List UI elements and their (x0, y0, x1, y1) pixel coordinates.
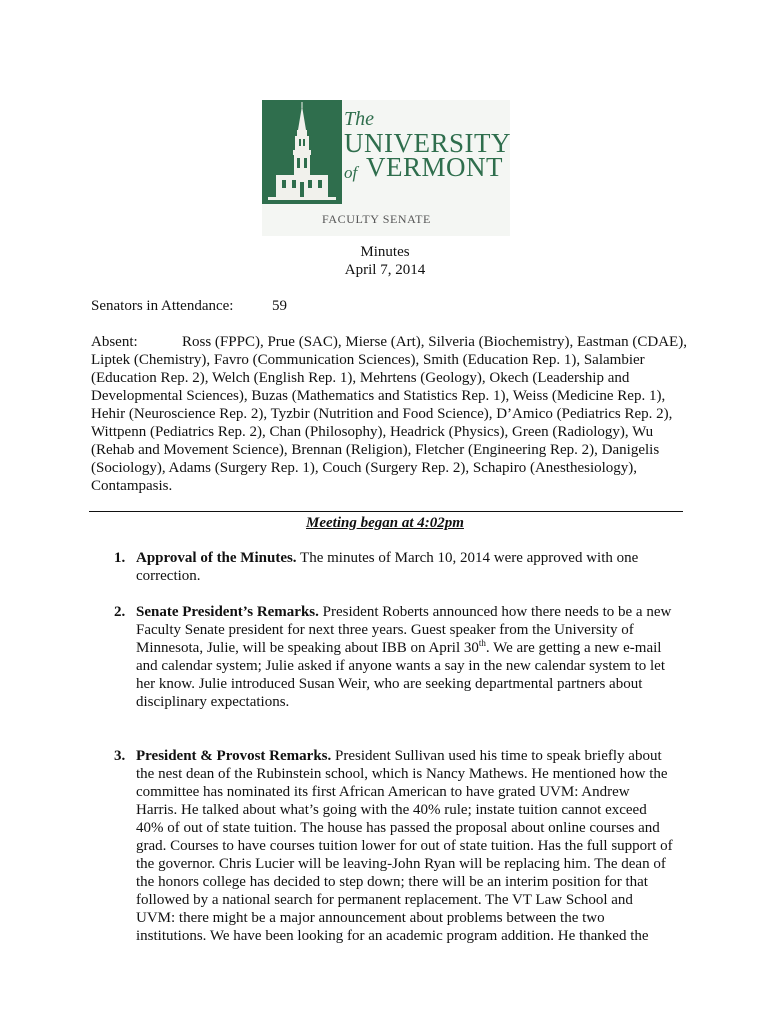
uvm-faculty-senate-logo (262, 100, 510, 236)
item-title: President & Provost Remarks. (136, 748, 332, 764)
item-title: Senate President’s Remarks. (136, 604, 319, 620)
item-number: 3. (114, 748, 126, 764)
item-text: President Sullivan used his time to speak briefly about the nest dean of the Rubinstein school, which is Nancy Mathews. He mentioned how the committee has nominated its first African American to have grated UVM: Andrew Harris. He talked about what’s going with the 40% rule; instate tuition cannot exceed 40% of out of state tuition. The house has passed the proposal about online courses and grad. Courses to have courses tuition lower for out of state tuition. Has the full support of the governor. Chris Lucier will be leaving-John Ryan will be replacing him. The dean of the honors college has decided to step down; there will be an interim position for that followed by a national search for permanent replacement. The VT Law School and UVM: there might be a major announcement about problems between the two institutions. We have been looking for an academic program addition. He thanked the (136, 748, 673, 944)
absent-label: Absent: (91, 334, 138, 350)
meeting-start: Meeting began at 4:02pm (306, 515, 464, 531)
item-title: Approval of the Minutes. (136, 550, 297, 566)
attendance-label: Senators in Attendance: (91, 298, 234, 314)
agenda-item-3 (114, 747, 674, 945)
item-text-continued: . We are getting a new e-mail and calendar system; Julie asked if anyone wants a say in the new calendar system to let her know. Julie introduced Susan Weir, who are seeking departmental partners about disciplinary expectations. (136, 640, 665, 710)
bell-tower-icon (262, 100, 342, 204)
logo-the: The (344, 108, 374, 130)
logo-faculty-senate: FACULTY SENATE (322, 212, 431, 226)
item-superscript: th (478, 638, 486, 648)
section-divider (89, 511, 683, 512)
absent-names: Ross (FPPC), Prue (SAC), Mierse (Art), Silveria (Biochemistry), Eastman (CDAE), Liptek (Chemistry), Favro (Communication Sciences), Smith (Education Rep. 1), Salambier (Education Rep. 2), Welch (English Rep. 1), Mehrtens (Geology), Okech (Leadership and Developmental Sciences), Buzas (Mathematics and Statistics Rep. 1), Weiss (Medicine Rep. 1), Hehir (Neuroscience Rep. 2), Tyzbir (Nutrition and Food Science), D’Amico (Pediatrics Rep. 2), Wittpenn (Pediatrics Rep. 2), Chan (Philosophy), Headrick (Physics), Green (Radiology), Wu (Rehab and Movement Science), Brennan (Religion), Fletcher (Engineering Rep. 2), Danigelis (Sociology), Adams (Surgery Rep. 1), Couch (Surgery Rep. 2), Schapiro (Anesthesiology), Contampasis. (91, 334, 687, 494)
item-text: President Roberts announced how there needs to be a new Faculty Senate president for next three years. Guest speaker from the University of Minnesota, Julie, will be speaking about IBB on April 30 (136, 604, 672, 656)
logo-university: UNIVERSITY (344, 128, 511, 158)
agenda-item-1 (114, 549, 674, 585)
item-text: The minutes of March 10, 2014 were approved with one correction. (136, 550, 639, 584)
logo-vermont: VERMONT (366, 152, 503, 182)
item-number: 1. (114, 550, 126, 566)
doc-title: Minutes (360, 244, 410, 260)
doc-date: April 7, 2014 (344, 262, 426, 278)
attendance-count: 59 (272, 298, 287, 314)
logo-of: of (344, 163, 358, 182)
absent-list (91, 333, 691, 495)
item-number: 2. (114, 604, 126, 620)
agenda-item-2 (114, 603, 674, 711)
